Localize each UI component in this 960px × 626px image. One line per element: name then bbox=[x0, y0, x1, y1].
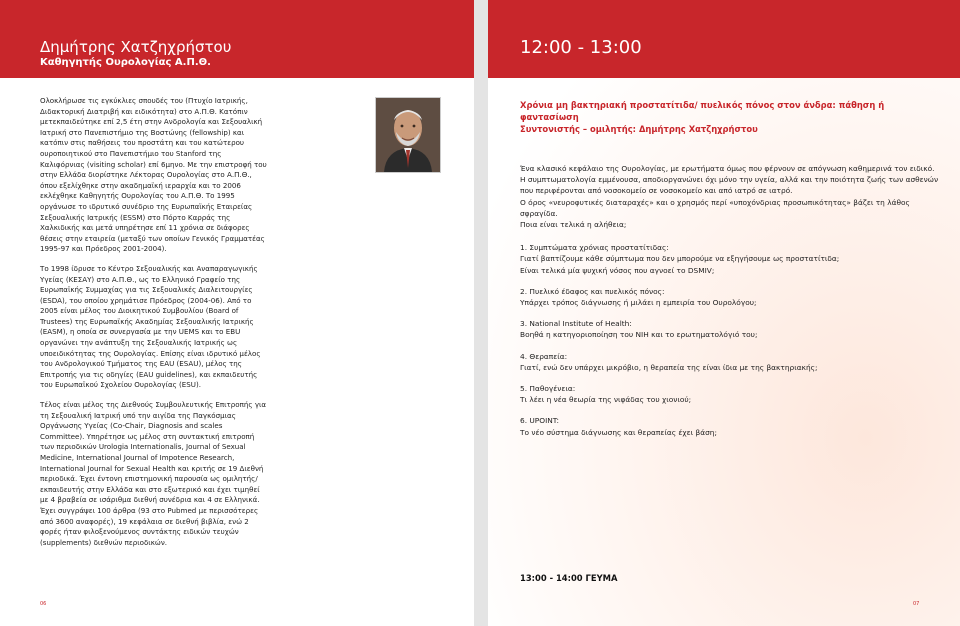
intro-line: που περιφέρονται από νοσοκομείο σε νοσοκομείο και από ιατρό σε ιατρό. bbox=[520, 186, 793, 196]
topic-item bbox=[520, 286, 940, 308]
portrait-illustration bbox=[376, 98, 440, 172]
topic-title: 1. Συμπτώματα χρόνιας προστατίτιδας: bbox=[520, 243, 669, 253]
topic-item bbox=[520, 415, 940, 437]
speaker-title: Καθηγητής Ουρολογίας Α.Π.Θ. bbox=[40, 57, 211, 68]
right-page bbox=[488, 0, 960, 626]
speaker-bio bbox=[40, 96, 268, 557]
topic-item bbox=[520, 351, 940, 373]
talk-body bbox=[520, 163, 940, 448]
topic-text: Είναι τελικά μία ψυχική νόσος που αγνοεί το DSMIV; bbox=[520, 265, 715, 275]
page-gutter bbox=[474, 0, 488, 626]
talk-coordinators: Συντονιστής – ομιλητής: Δημήτρης Χατζηχρήστου bbox=[520, 124, 758, 134]
topic-title: 4. Θεραπεία: bbox=[520, 351, 568, 361]
topic-item bbox=[520, 383, 940, 405]
topic-title: 3. National Institute of Health: bbox=[520, 319, 632, 329]
topic-text: Υπάρχει τρόπος διάγνωσης ή μιλάει η εμπειρία του Ουρολόγου; bbox=[520, 298, 757, 308]
bio-paragraph: Το 1998 ίδρυσε το Κέντρο Σεξουαλικής και Αναπαραγωγικής Υγείας (ΚΕΣΑΥ) στο Α.Π.Θ., ως το Ελληνικό Γραφείο της Ευρωπαϊκής Συμμαχίας για τις Σεξουαλικές Διαλειτουργίες (ESDA), του οποίου χρημάτισε Πρόεδρος (2004-06). Από το 2005 είναι μέλος του Διοικητικού Συμβουλίου (Board of Trustees) της Ευρωπαϊκής Ακαδημίας Σεξουαλικής Ιατρικής (EASM), η οποία σε συνεργασία με την UEMS και το EBU οργανώνει την ανάπτυξη της Σεξουαλικής Ιατρικής ως υποειδικότητας της Ουρολογίας. Επίσης είναι ιδρυτικό μέλος του Ανδρολογικού Τμήματος της EAU (ESAU), μέλος της Επιτροπής για τις οδηγίες (EAU guidelines), και εκπαιδευτής του Ευρωπαϊκού Σχολείου Ουρολογίας (ESU). bbox=[40, 263, 261, 390]
page-number-right: 07 bbox=[913, 601, 920, 607]
spacer bbox=[520, 230, 940, 242]
topic-text: Γιατί βαπτίζουμε κάθε σύμπτωμα που δεν μπορούμε να εξηγήσουμε ως προστατίτιδα; bbox=[520, 254, 840, 264]
intro-line: Η συμπτωματολογία εμμένουσα, αποδιοργανώνει όχι μόνο την υγεία, αλλά και την ποιότητα ζωής των ασθενών bbox=[520, 175, 939, 185]
intro-line: Ένα κλασικό κεφάλαιο της Ουρολογίας, με ερωτήματα όμως που φέρνουν σε απόγνωση καθημερινά τον ειδικό. bbox=[520, 164, 935, 173]
topic-item bbox=[520, 265, 940, 276]
intro-line: Ο όρος «νευροφυτικές διαταραχές» και ο χρησμός περί «υποχόνδριας προσωπικότητας» βάζει τη λάθος σφραγίδα. bbox=[520, 197, 910, 218]
topic-title: 6. UPOINT: bbox=[520, 416, 559, 426]
intro-line: Ποια είναι τελικά η αλήθεια; bbox=[520, 220, 627, 230]
topic-title: 2. Πυελικό έδαφος και πυελικός πόνος: bbox=[520, 286, 665, 296]
topic-text: Το νέο σύστημα διάγνωσης και θεραπείας έχει βάση; bbox=[520, 427, 717, 437]
topic-title: 5. Παθογένεια: bbox=[520, 384, 576, 394]
talk-title-block bbox=[520, 99, 940, 135]
topic-item bbox=[520, 242, 940, 264]
speaker-photo bbox=[375, 97, 441, 173]
topic-text: Τι λέει η νέα θεωρία της νιφάδας του χιονιού; bbox=[520, 395, 692, 405]
bio-paragraph: Τέλος είναι μέλος της Διεθνούς Συμβουλευτικής Επιτροπής για τη Σεξουαλική Ιατρική υπό την αιγίδα της Παγκόσμιας Οργάνωσης Υγείας (Co-Chair, Diagnosis and scales Committee). Υπηρέτησε ως μέλος στη συντακτική επιτροπή των περιοδικών Urologia Internationalis, Journal of Sexual Medicine, International Journal of Impotence Research, International Journal for Sexual Health και κριτής σε 19 Διεθνή περιοδικά. Έχει έντονη επιστημονική παρουσία ως ομιλητής/εκπαιδευτής στην Ελλάδα και στο εξωτερικό και έχει τιμηθεί με 4 βραβεία σε ισάριθμα διεθνή συνέδρια και 4 σε Ελληνικά. Έχει συγγράψει 100 άρθρα (93 στο Pubmed με περισσότερες από 3600 αναφορές), 19 κεφάλαια σε διεθνή βιβλία, ενώ 2 φορές ήταν φιλοξενούμενος συντάκτης ειδικών τευχών (supplements) διεθνών περιοδικών. bbox=[40, 400, 267, 547]
session-time: 12:00 - 13:00 bbox=[520, 37, 642, 58]
topic-text: Γιατί, ενώ δεν υπάρχει μικρόβιο, η θεραπεία της είναι ίδια με της βακτηριακής; bbox=[520, 362, 818, 372]
topic-text: Βοηθά η κατηγοριοποίηση του NIH και το ερωτηματολόγιό του; bbox=[520, 330, 758, 340]
lunch-break: 13:00 - 14:00 ΓΕΥΜΑ bbox=[520, 573, 618, 583]
page-number-left: 06 bbox=[40, 601, 47, 607]
bio-paragraph: Ολοκλήρωσε τις εγκύκλιες σπουδές του (Πτυχίο Ιατρικής, Διδακτορική Διατριβή και ειδικότητα) στο Α.Π.Θ. Κατόπιν μετεκπαιδεύτηκε επί 2,5 έτη στην Ανδρολογία και Σεξουαλική Ιατρική στο Πανεπιστήμιο της Βοστώνης (fellowship) και κατόπιν στις παθήσεις του προστάτη και του κατώτερου ουροποιητικού στο Πανεπιστήμιο του Stanford της Καλιφόρνιας (visiting scholar) επί 6μηνο. Με την επιστροφή του στην Ελλάδα διορίστηκε Λέκτορας Ουρολογίας στο Α.Π.Θ., όπου εξελίχθηκε στην ακαδημαϊκή ιεραρχία και το 2006 εκλέχθηκε Καθηγητής Ουρολογίας του Α.Π.Θ. Το 1995 οργάνωσε το ιδρυτικό συνέδριο της Ευρωπαϊκής Εταιρείας Σεξουαλικής Ιατρικής (ESSM) στο Πόρτο Καρράς της Χαλκιδικής και μετά υπηρέτησε επί 11 χρόνια σε διάφορες θέσεις στην εταιρεία (μεταξύ των οποίων Γενικός Γραμματέας 1995-97 και Πρόεδρος 2001-2004). bbox=[40, 96, 267, 254]
topic-item bbox=[520, 318, 940, 340]
left-page bbox=[0, 0, 474, 626]
speaker-name: Δημήτρης Χατζηχρήστου bbox=[40, 38, 232, 56]
talk-title: Χρόνια μη βακτηριακή προστατίτιδα/ πυελικός πόνος στον άνδρα: πάθηση ή φαντασίωση bbox=[520, 100, 885, 122]
